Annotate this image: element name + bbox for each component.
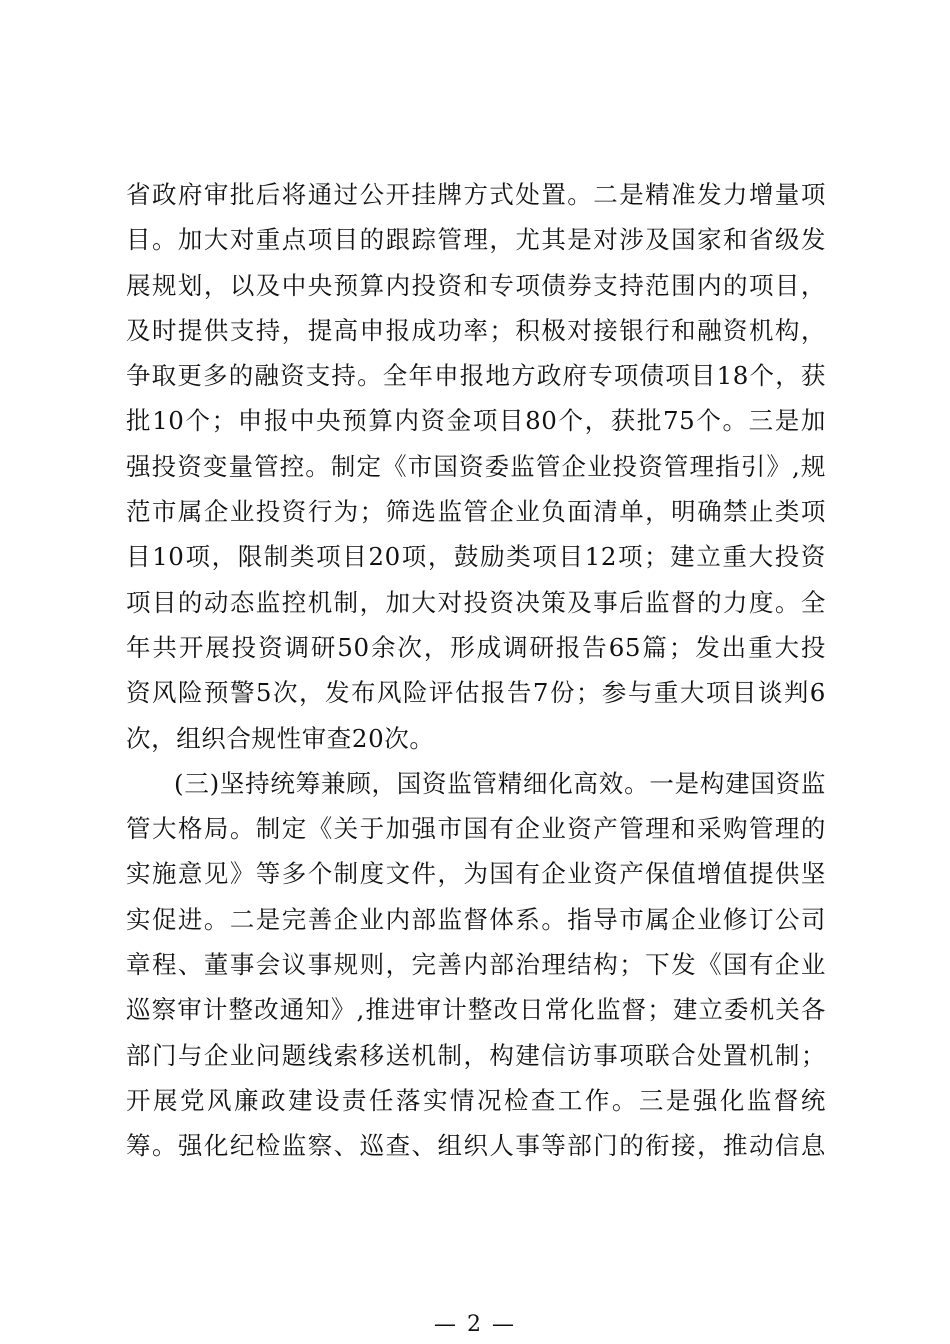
text-line: 及时提供支持，提高申报成功率；积极对接银行和融资机构，: [126, 315, 826, 345]
text-line: 年共开展投资调研50余次，形成调研报告65篇；发出重大投: [126, 632, 826, 662]
text-line: 展规划，以及中央预算内投资和专项债券支持范围内的项目，: [126, 270, 826, 300]
text-line: 目。加大对重点项目的跟踪管理，尤其是对涉及国家和省级发: [126, 225, 826, 255]
text-line: 范市属企业投资行为；筛选监管企业负面清单，明确禁止类项: [126, 497, 826, 527]
text-line: 实施意见》等多个制度文件，为国有企业资产保值增值提供坚: [126, 859, 826, 889]
text-line: 筹。强化纪检监察、巡查、组织人事等部门的衔接，推动信息: [126, 1131, 826, 1161]
text-line: 目10项，限制类项目20项，鼓励类项目12项；建立重大投资: [126, 542, 826, 572]
text-line: 批10个；申报中央预算内资金项目80个，获批75个。三是加: [126, 406, 826, 436]
text-line: 部门与企业问题线索移送机制，构建信访事项联合处置机制；: [126, 1040, 826, 1070]
text-line: 章程、董事会议事规则，完善内部治理结构；下发《国有企业: [126, 950, 826, 980]
text-line: 项目的动态监控机制，加大对投资决策及事后监督的力度。全: [126, 587, 826, 617]
body-text: [126, 172, 826, 1169]
text-line: 次，组织合规性审查20次。: [126, 723, 435, 753]
text-line: 管大格局。制定《关于加强市国有企业资产管理和采购管理的: [126, 814, 826, 844]
text-line: 实促进。二是完善企业内部监督体系。指导市属企业修订公司: [126, 904, 826, 934]
text-line: 资风险预警5次，发布风险评估报告7份；参与重大项目谈判6: [126, 678, 826, 708]
text-line: 巡察审计整改通知》,推进审计整改日常化监督；建立委机关各: [126, 995, 826, 1025]
text-line: 强投资变量管控。制定《市国资委监管企业投资管理指引》,规: [126, 451, 826, 481]
text-line: 争取更多的融资支持。全年申报地方政府专项债项目18个，获: [126, 361, 826, 391]
text-line: 开展党风廉政建设责任落实情况检查工作。三是强化监督统: [126, 1085, 826, 1115]
section-heading-line: (三)坚持统筹兼顾，国资监管精细化高效。一是构建国资监: [174, 768, 826, 798]
page-number: — 2 —: [434, 1312, 516, 1337]
text-line: 省政府审批后将通过公开挂牌方式处置。二是精准发力增量项: [126, 180, 826, 209]
